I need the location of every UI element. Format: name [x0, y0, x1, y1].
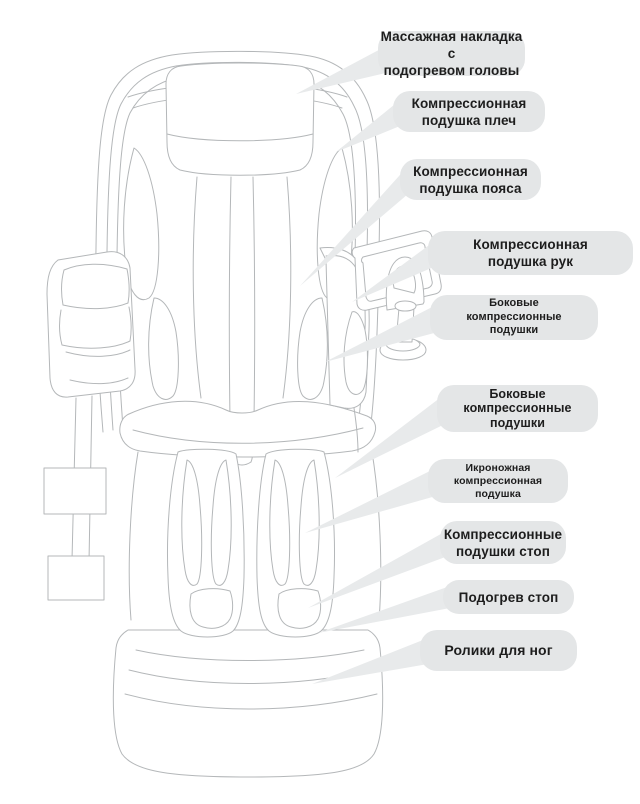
callout-label-line: подушки стоп [455, 543, 551, 559]
callout-side-upper [430, 295, 598, 340]
callout-label-line: компрессионная [453, 474, 543, 487]
callout-leg-rollers [420, 630, 577, 671]
chair-waist-pads [149, 298, 328, 399]
callout-label-line: Икроножная [465, 461, 531, 474]
callout-label-line: подушки [489, 415, 546, 430]
callout-label-line: подушка пояса [419, 180, 522, 196]
callout-label-line: Компрессионная [473, 237, 588, 252]
callout-calf [428, 459, 568, 503]
callout-label-line: компрессионные [463, 401, 572, 416]
callout-tail [336, 100, 400, 152]
callout-label-line: подогревом головы [383, 63, 520, 78]
callout-label-line: Компрессионные [443, 526, 563, 542]
chair-calf-channels [167, 449, 334, 637]
chair-base-shell [113, 630, 382, 777]
callout-arms [428, 231, 633, 275]
callout-label-line: подушка плеч [421, 112, 517, 128]
callout-waist [400, 159, 541, 200]
callout-label-line: Подогрев стоп [458, 589, 559, 605]
callout-head-pad [378, 31, 525, 76]
callout-label-line: Массажная накладка с [380, 29, 523, 61]
callout-side-lower [437, 385, 598, 432]
callout-label-line: Боковые [489, 386, 546, 401]
callout-shoulder [393, 91, 545, 132]
callout-label-line: Ролики для ног [444, 642, 553, 658]
callout-feet-cushions [440, 521, 566, 564]
callout-label-line: подушка рук [487, 254, 574, 269]
callout-label-line: Боковые [489, 297, 539, 310]
chair-seat [120, 401, 376, 457]
callout-label-line: подушка [475, 487, 521, 500]
callout-tail [312, 638, 428, 684]
callout-label-line: компрессионные [466, 310, 562, 323]
callout-label-line: подушки [489, 324, 539, 337]
callout-feet-heating [443, 580, 574, 614]
callout-label-line: Компрессионная [411, 95, 527, 111]
callout-label-line: Компрессионная [413, 163, 528, 179]
chair-headrest-pad [166, 63, 314, 175]
